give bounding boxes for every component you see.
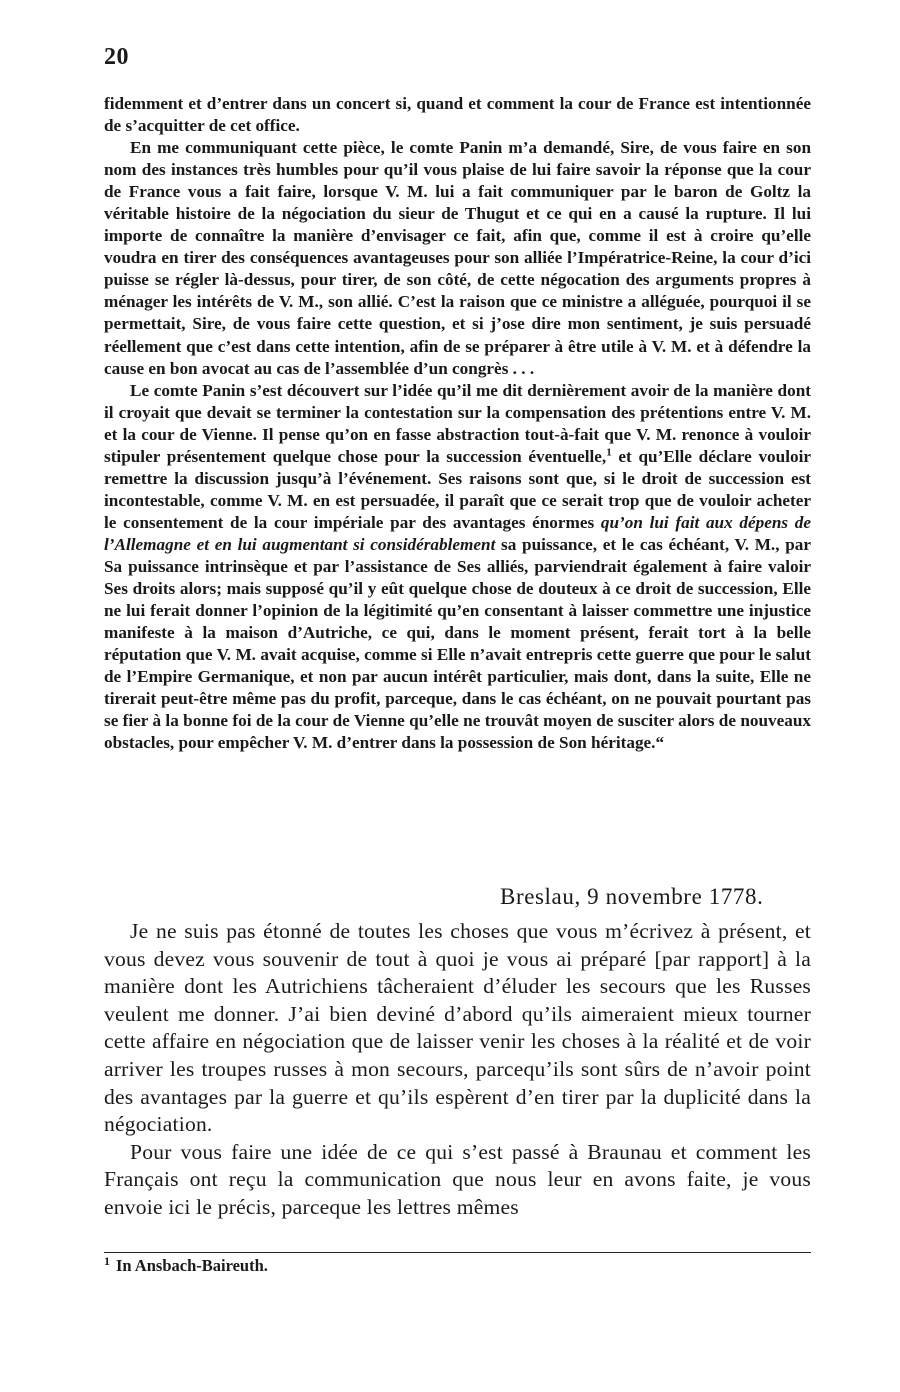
letter-paragraph-2: Pour vous faire une idée de ce qui s’est passé à Braunau et comment les Français ont reçu la communication que nous leur en avons faite, je vous envoie ici le précis, parceque les lettres mêmes bbox=[104, 1139, 811, 1219]
letter-body bbox=[104, 918, 811, 1222]
quote-paragraph-3-text-a: Le comte Panin s’est découvert sur l’idée qu’il me dit dernièrement avoir de la manière dont il croyait que devait se terminer la contestation sur la compensation des prétentions entre V. M. et la cour de Vienne. Il pense qu’on en fasse abstraction tout-à-fait que V. M. renonce à vouloir stipuler présentement quelque chose pour la succession éventuelle, bbox=[104, 380, 811, 466]
quote-paragraph-3-text-c: sa puissance, et le cas échéant, V. M., par Sa puissance intrinsèque et par l’assistance de Ses alliés, parviendrait également à faire valoir Ses droits alors; mais supposé qu’il y eût quelque chose de douteux à ce droit de succession, Elle ne lui ferait donner l’opinion de la légitimité qu’en consentant à laisser commettre une injustice manifeste à la maison d’Autriche, ce qui, dans le moment présent, ferait tort à la belle réputation que V. M. avait acquise, comme si Elle n’avait entrepris cette guerre que pour le salut de l’Empire Germanique, et non par aucun intérêt particulier, mais dont, dans la suite, Elle ne tirerait peut-être même pas du profit, parceque, dans le cas échéant, on ne pouvait pourtant pas se fier à la bonne foi de la cour de Vienne qu’elle ne trouvât moyen de susciter alors de nouveaux obstacles, pour empêcher V. M. d’entrer dans la possession de Son héritage.“ bbox=[104, 534, 812, 753]
footnote-number: 1 bbox=[104, 1253, 110, 1268]
letter-paragraph-1: Je ne suis pas étonné de toutes les choses que vous m’écrivez à présent, et vous devez vous souvenir de tout à quoi je vous ai préparé [par rapport] à la manière dont les Autrichiens tâcheraient d’éluder les secours que les Russes veulent me donner. J’ai bien deviné d’abord qu’ils aimeraient mieux tourner cette affaire en négociation que de laisser venir les choses à la réalité et de voir arriver les troupes russes à mon secours, parcequ’ils sont sûrs de n’avoir point des avantages par la guerre et qu’ils espèrent d’en tirer par la duplicité dans la négociation. bbox=[104, 919, 811, 1137]
quote-paragraph-3 bbox=[104, 380, 811, 755]
quote-paragraph-3-italic: qu’on lui fait aux dépens de l’Allemagne et en lui augmentant si considérablement bbox=[104, 512, 811, 554]
quoted-report bbox=[104, 93, 811, 754]
letter-dateline: Breslau, 9 novembre 1778. bbox=[500, 884, 764, 909]
footnote-text: In Ansbach-Baireuth. bbox=[116, 1256, 268, 1275]
quote-paragraph-2: En me communiquant cette pièce, le comte Panin m’a demandé, Sire, de vous faire en son nom des instances très humbles pour qu’il vous plaise de lui faire savoir la réponse que la cour de France vous a fait faire, lorsque V. M. lui a fait communiquer par le baron de Goltz la véritable histoire de la négociation du sieur de Thugut et ce qui en a causé la rupture. Il lui importe de connaître la manière d’envisager ce fait, afin que, comme il est à croire qu’elle voudra en tirer des conséquences avantageuses pour son alliée l’Impératrice-Reine, la cour d’ici puisse se régler là-dessus, pour tirer, de son côté, de cette négocation des arguments propres à ménager les intérêts de V. M., son allié. C’est la raison que ce ministre a alléguée, pourquoi il se permettait, Sire, de vous faire cette question, et si j’ose dire mon sentiment, je suis persuadé réellement que c’est dans cette intention, afin de se préparer à être utile à V. M. et à défendre la cause en bon avocat au cas de l’assemblée d’un congrès . . . bbox=[104, 138, 811, 378]
footnote-divider bbox=[104, 1252, 811, 1253]
footnote-reference: 1 bbox=[606, 446, 612, 459]
quote-paragraph-3-text-b: et qu’Elle déclare vouloir remettre la discussion jusqu’à l’événement. Ses raisons sont que, si le droit de succession est incontestable, comme V. M. en est persuadée, il paraît que ce serait trop que de vouloir acheter le consentement de la cour impériale par des avantages énormes bbox=[104, 446, 811, 532]
page-number: 20 bbox=[104, 44, 129, 70]
quote-paragraph-1: fidemment et d’entrer dans un concert si, quand et comment la cour de France est intentionnée de s’acquitter de cet office. bbox=[104, 94, 811, 136]
footnote bbox=[104, 1253, 268, 1276]
